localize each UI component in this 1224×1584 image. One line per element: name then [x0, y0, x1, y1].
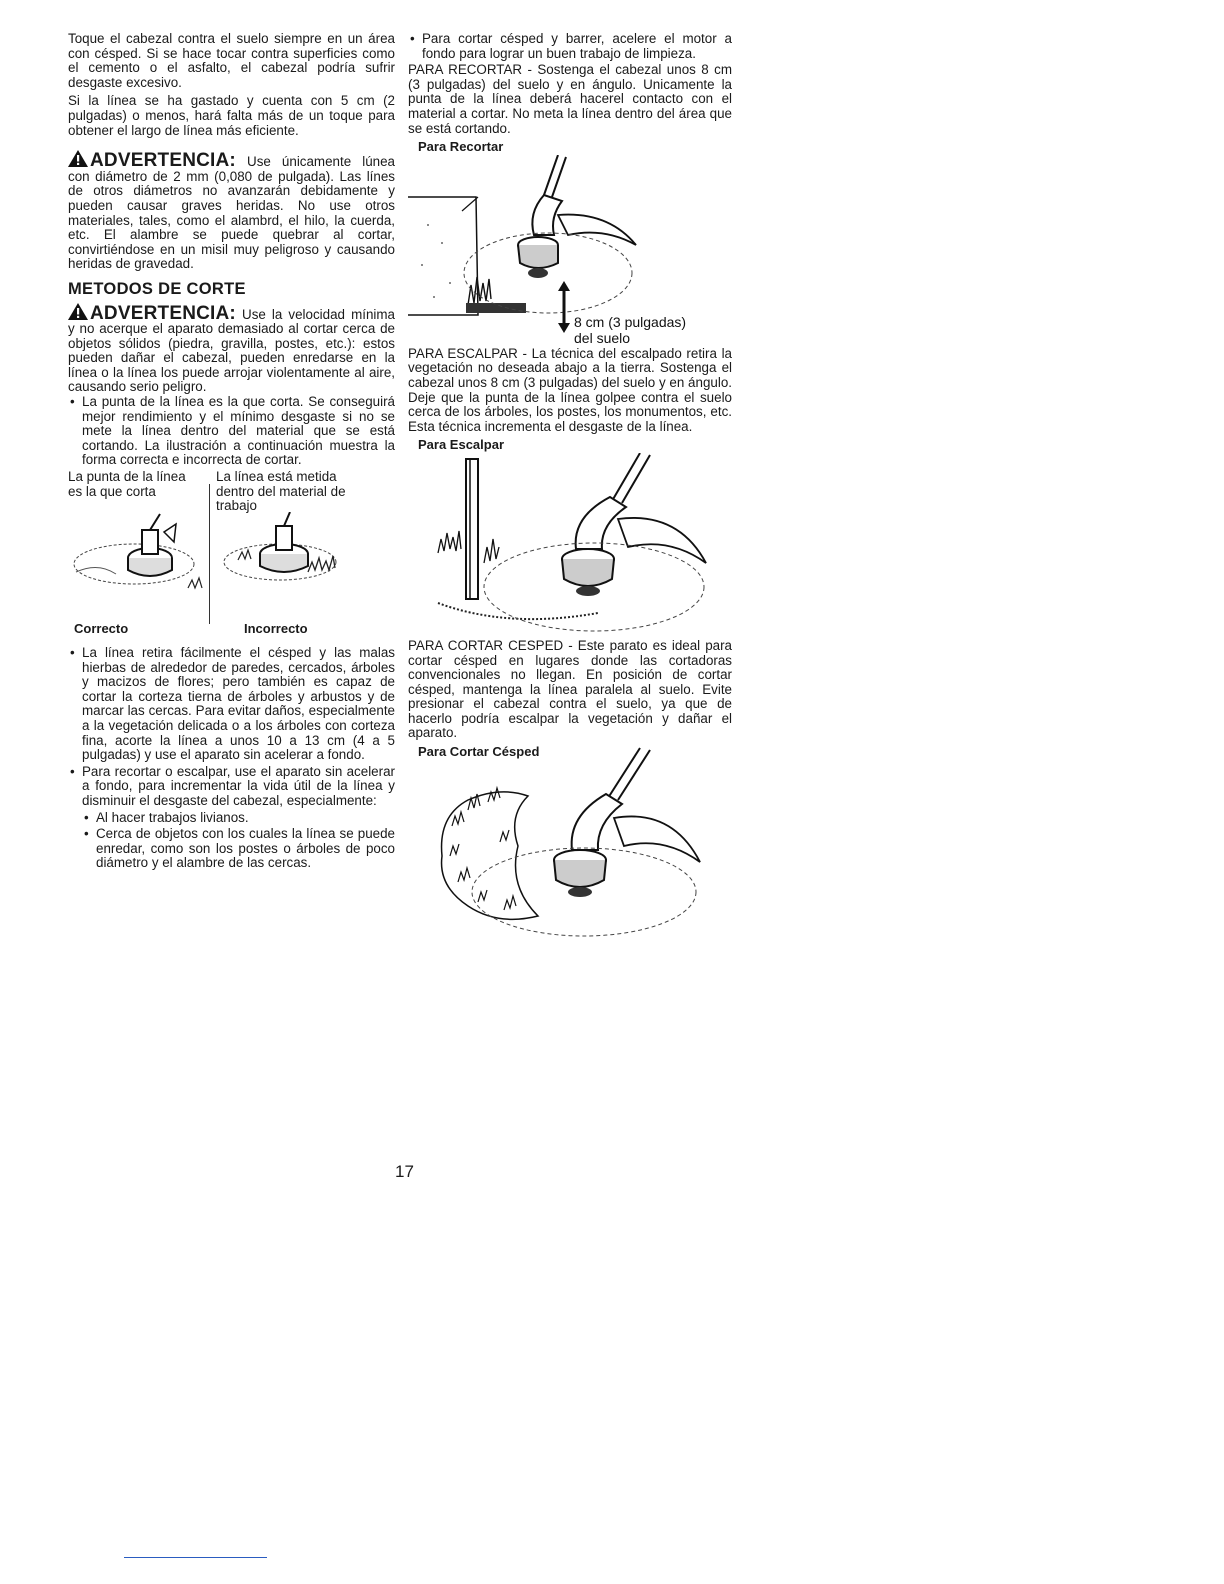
warning-block-line-diameter	[68, 150, 395, 272]
left-column	[68, 32, 395, 873]
warning-title: ADVERTENCIA:	[90, 302, 236, 324]
warning-text: mínima y no acerque el aparato demasiado al cortar cerca de objetos sólidos (piedra, gravilla, postes, etc.): estos pueden dañar el cabezal, pueden enredarse en la línea o la línea los puede arrojar violentamente al aire, causando serio peligro.	[68, 306, 395, 395]
cesped-paragraph: PARA CORTAR CESPED - Este parato es ideal para cortar césped en lugares donde las cortadoras convencionales no llegan. En posición de cortar césped, mantenga la línea paralela al suelo. Evite presionar el cabezal contra el suelo, ya que de hacerlo podría escalpar la vegetación y dañar el aparato.	[408, 637, 732, 741]
figure-caption-escalpar: Para Escalpar	[418, 437, 505, 453]
list-item: • Para cortar césped y barrer, acelere el motor a fondo para lograr un buen trabajo de limpieza.	[408, 32, 732, 61]
figure-caption-cesped: Para Cortar Césped	[418, 744, 540, 760]
bullet-list-1	[68, 395, 395, 468]
list-item: • Para recortar o escalpar, use el aparato sin acelerar a fondo, para incrementar la vida útil de la línea y disminuir el desgaste del cabezal, especialmente:	[68, 765, 395, 809]
figure-caption-recortar: Para Recortar	[418, 139, 504, 155]
measure-label-line2: del suelo	[574, 329, 631, 345]
mowing-illustration	[408, 746, 732, 946]
incorrect-label: Incorrecto	[244, 621, 308, 637]
page-number: 17	[395, 1162, 414, 1181]
bullet-list-2	[68, 646, 395, 809]
measure-label-line1: 8 cm (3 pulgadas)	[574, 313, 687, 330]
correct-label: Correcto	[74, 621, 129, 637]
warning-triangle-icon	[68, 150, 88, 167]
correct-incorrect-illustration	[68, 512, 358, 620]
warning-text: lúnea con diámetro de 2 mm (0,080 de pulgada). Las línes de otros diámetros no avanzarán debidamente y pueden causar graves heridas. No use otros materiales, tales, como el alambrd, el hilo, la cuerda, etc. El alambre se puede quebrar al cortar, convirtiéndose en un misil muy peligroso y causando heridas de gravedad.	[68, 154, 395, 272]
warning-lead: Use únicamente	[247, 154, 352, 170]
intro-paragraph-2: Si la línea se ha gastado y cuenta con 5 cm (2 pulgadas) o menos, hará falta más de un toque para obtener el largo de línea más eficiente.	[68, 93, 395, 138]
correct-note: La punta de la línea es la que corta	[68, 469, 186, 499]
section-title: METODOS DE CORTE	[68, 279, 246, 298]
warning-block-speed	[68, 303, 395, 396]
warning-triangle-icon	[68, 303, 88, 320]
incorrect-note: La línea está metida dentro del material de trabajo	[216, 469, 346, 514]
list-item: • Al hacer trabajos livianos.	[82, 811, 395, 826]
intro-paragraph-1: Toque el cabezal contra el suelo siempre en un área con césped. Si se hace tocar contra superficies como el cemento o el asfalto, el cabezal podría sufrir desgaste excesivo.	[68, 31, 395, 90]
escalpar-paragraph: PARA ESCALPAR - La técnica del escalpado retira la vegetación no deseada abajo a la tierra. Sostenga el cabezal unos 8 cm (3 pulgadas) del suelo y en ángulo. Deje que la punta de la línea golpee contra el suelo cerca de los árboles, los postes, los monumentos, etc. Esta técnica incrementa el desgaste de la línea.	[408, 345, 732, 434]
list-item: • La línea retira fácilmente el césped y las malas hierbas de alrededor de paredes, cercados, árboles y macizos de flores; pero también es capaz de cortar la corteza tierna de árboles y arbustos y de marcar las cercas. Para evitar daños, especialmente a la vegetación delicada o a los árboles con corteza fina, acorte la línea a unos 10 a 13 cm (4 a 5 pulgadas) y use el aparato sin acelerar a fondo.	[68, 646, 395, 763]
sub-bullet-list	[82, 811, 395, 871]
right-column	[408, 32, 732, 946]
list-item: • La punta de la línea es la que corta. Se conseguirá mejor rendimiento y el mínimo desgaste si no se mete la línea dentro del material que se está cortando. La ilustración a continuación muestra la forma correcta e incorrecta de cortar.	[68, 395, 395, 468]
warning-lead: Use la velocidad	[242, 306, 345, 322]
trimming-illustration	[408, 155, 732, 345]
bullet-list-right	[408, 32, 732, 61]
recortar-paragraph: PARA RECORTAR - Sostenga el cabezal unos 8 cm (3 pulgadas) del suelo y en ángulo. Unicamente la punta de la línea deberá hacerel contacto con el material a cortar. No meta la línea dentro del área que se está cortando.	[408, 62, 732, 136]
scalping-illustration	[408, 453, 732, 633]
list-item: • Cerca de objetos con los cuales la línea se puede enredar, como son los postes o árboles de poco diámetro y el alambre de las cercas.	[82, 827, 395, 871]
footer-rule	[124, 1557, 267, 1558]
correct-incorrect-figure	[68, 470, 395, 640]
warning-title: ADVERTENCIA:	[90, 150, 236, 172]
